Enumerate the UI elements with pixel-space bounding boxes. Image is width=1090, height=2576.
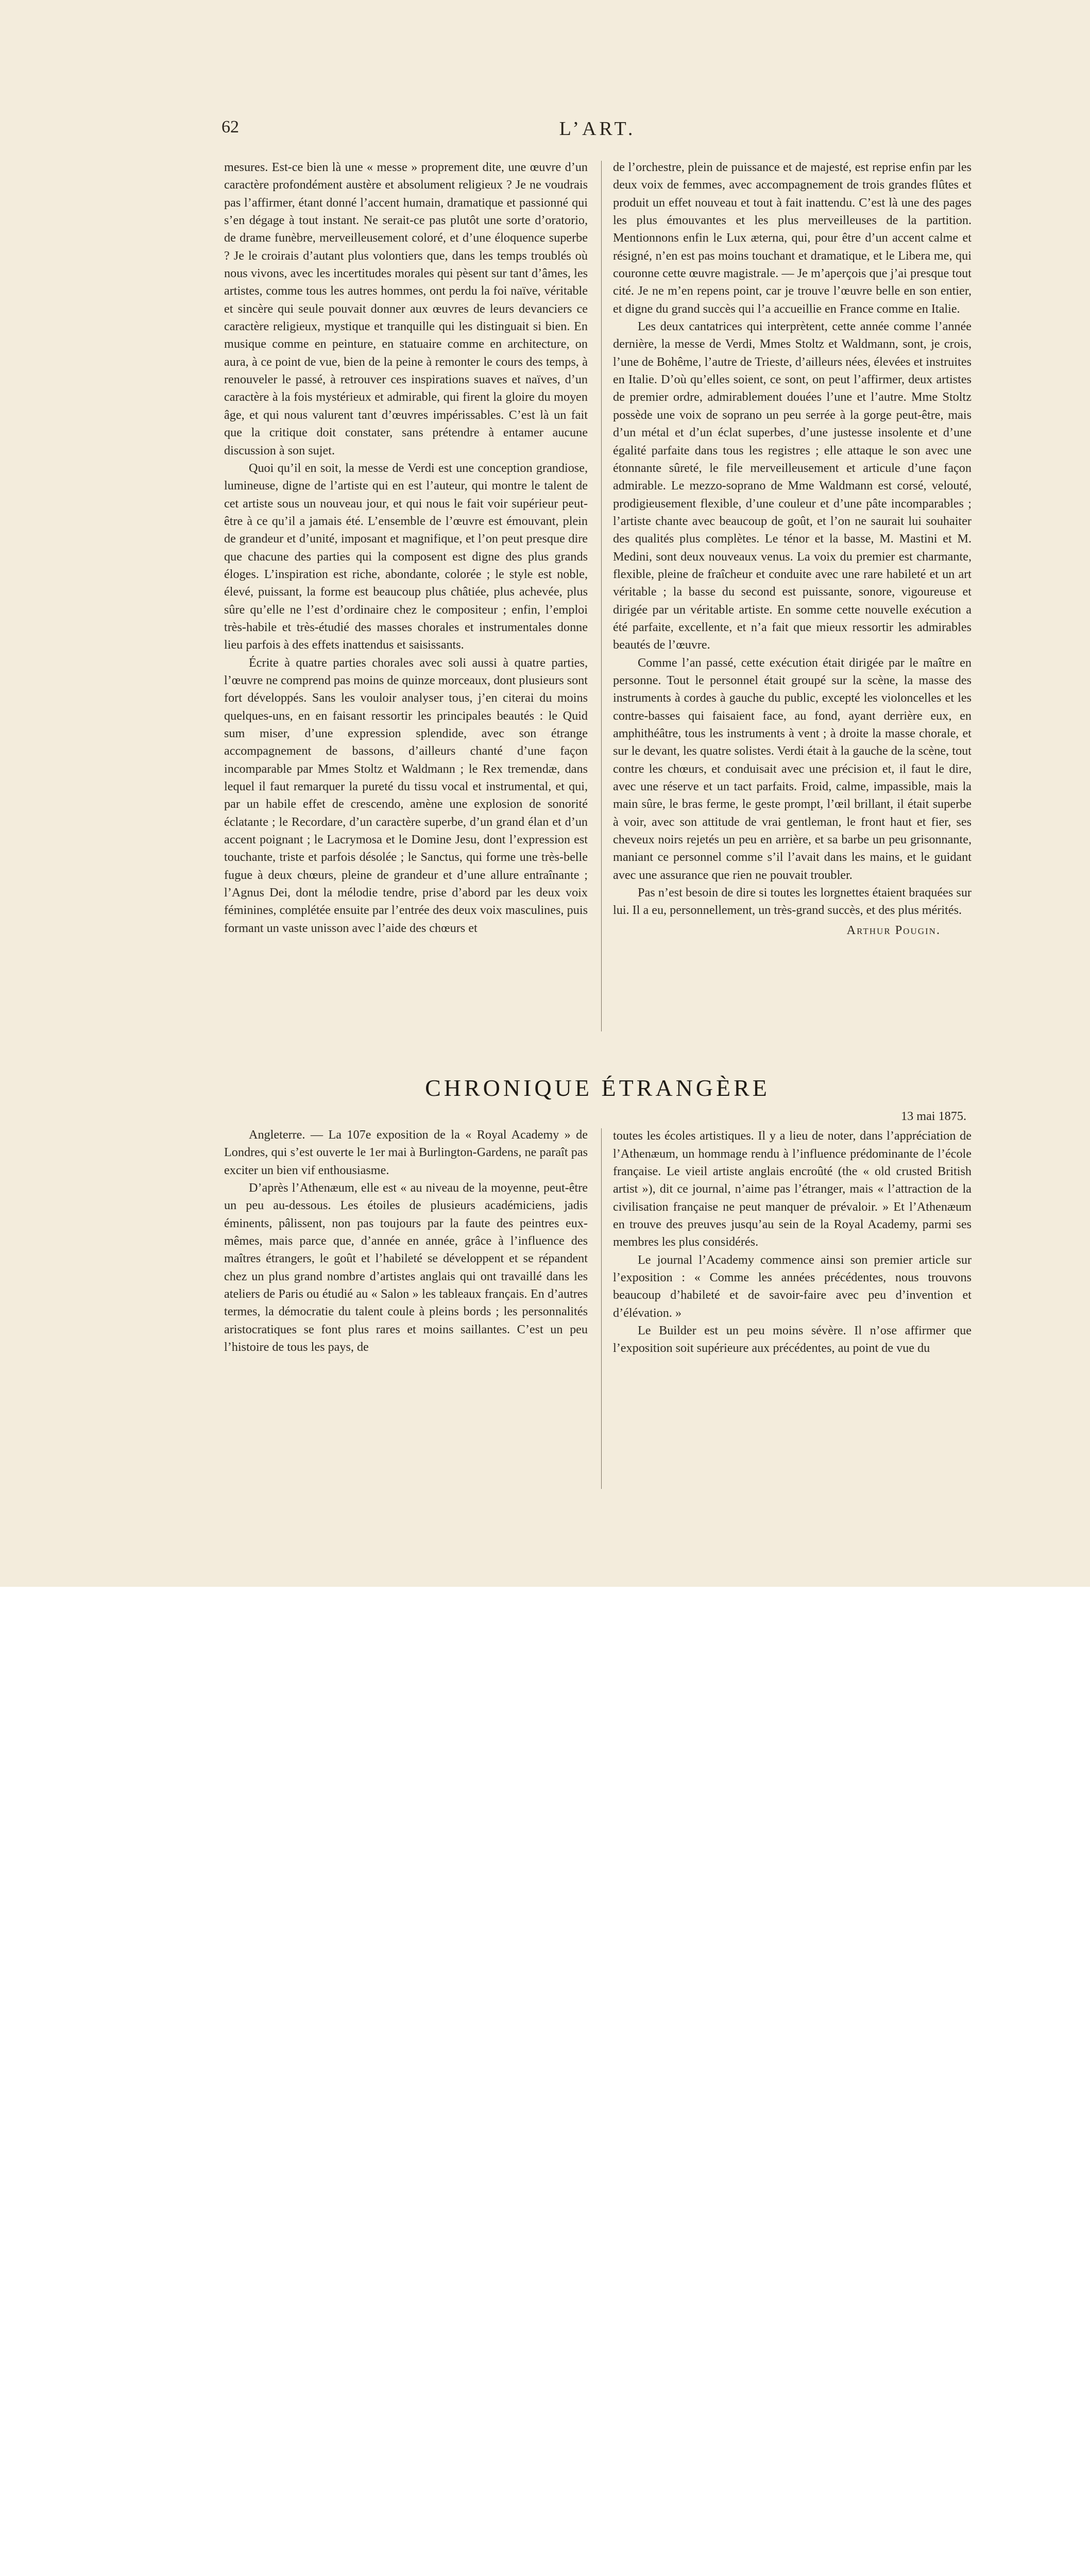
column-divider (601, 1128, 602, 1489)
paragraph: Comme l’an passé, cette exécution était dirigée par le maître en personne. Tout le personnel était groupé sur la scène, la masse des instruments à cordes à gauche du public, excepté les violoncelles et les contre-basses qui faisaient face, au fond, ayant derrière eux, en amphithéâtre, tous les instruments à vent ; à droite la masse chorale, et sur le devant, les quatre solistes. Verdi était à la gauche de la scène, tout contre les chœurs, et conduisait avec une précision et, il faut le dire, avec une réserve et un tact parfaits. Froid, calme, impassible, mais la main sûre, le bras ferme, le geste prompt, l’œil brillant, il était superbe à voir, avec son attitude de vrai gentleman, le front haut et fier, ses cheveux noirs rejetés un peu en arrière, et sa barbe un peu grisonnante, maniant ce personnel comme s’il l’avait dans les mains, et le guidant avec une assurance que rien ne pouvait troubler. (613, 655, 972, 882)
paragraph: Le journal l’Academy commence ainsi son premier article sur l’exposition : « Comme les années précédentes, nous trouvons beaucoup d’habileté et de savoir-faire avec peu d’invention et d’élévation. » (613, 1252, 972, 1320)
text-column-right (613, 159, 972, 939)
column-divider (601, 161, 602, 1031)
running-header (222, 117, 974, 143)
paragraph: Angleterre. — La 107e exposition de la « Royal Academy » de Londres, qui s’est ouverte le 1er mai à Burlington-Gardens, ne paraît pas exciter un bien vif enthousiasme. (224, 1128, 588, 1177)
paragraph: Quoi qu’il en soit, la messe de Verdi est une conception grandiose, lumineuse, digne de l’artiste qui en est l’auteur, qui montre le talent de cet artiste sous un nouveau jour, et qui nous le fait voir supérieur peut-être à ce qu’il a jamais été. L’ensemble de l’œuvre est émouvant, plein de grandeur et d’unité, imposant et magnifique, et l’on peut presque dire que chacune des parties qui la composent est digne des plus grands éloges. L’inspiration est riche, abondante, colorée ; le style est noble, élevé, puissant, la forme est beaucoup plus châtiée, plus achevée, plus sûre qu’elle ne l’est d’ordinaire chez le compositeur ; enfin, l’emploi très-habile et très-étudié des masses chorales et instrumentales donne lieu parfois à des effets inattendus et saisissants. (224, 461, 588, 652)
running-title: L’ART. (559, 118, 636, 140)
paragraph: toutes les écoles artistiques. Il y a lieu de noter, dans l’appréciation de l’Athenæum, un hommage rendu à l’influence prédominante de l’école française. Le vieil artiste anglais encroûté (the « old crusted British artist »), dit ce journal, n’aime pas l’étranger, mais « l’attraction de la civilisation française ne peut manquer de prévaloir. » Et l’Athenæum en trouve des preuves jusqu’au sein de la Royal Academy, parmi ses membres les plus considérés. (613, 1129, 972, 1249)
text-column-left-lower (224, 1126, 588, 1356)
paragraph: de l’orchestre, plein de puissance et de majesté, est reprise enfin par les deux voix de femmes, avec accompagnement de trois grandes flûtes et produit un effet nouveau et tout à fait inattendu. C’est là une des pages les plus émouvantes et les plus merveilleuses de la partition. Mentionnons enfin le Lux æterna, qui, pour être d’un accent calme et résigné, n’en est pas moins touchant et dramatique, et le Libera me, qui couronne cette œuvre magistrale. — Je m’aperçois que j’ai presque tout cité. Je ne m’en repens point, car je trouve l’œuvre belle en son entier, et digne du grand succès qui l’a accueillie en France comme en Italie. (613, 160, 972, 316)
paragraph: Les deux cantatrices qui interprètent, cette année comme l’année dernière, la messe de Verdi, Mmes Stoltz et Waldmann, sont, je crois, l’une de Bohême, l’autre de Trieste, d’ailleurs nées, élevées et instruites en Italie. D’où qu’elles soient, ce sont, on peut l’affirmer, deux artistes de premier ordre, admirablement douées l’une et l’autre. Mme Stoltz possède une voix de soprano un peu serrée à la gorge peut-être, mais d’un métal et d’un éclat superbes, d’une justesse insolente et d’une égalité parfaite dans tous les registres ; elle attaque le son avec une étonnante sûreté, le file merveilleusement et articule d’une façon admirable. Le mezzo-soprano de Mme Waldmann est corsé, velouté, prodigieusement flexible, d’une couleur et d’une pâte incomparables ; l’artiste chante avec beaucoup de goût, et l’on ne saurait lui souhaiter des qualités plus complètes. Le ténor et la basse, M. Mastini et M. Medini, sont deux nouveaux venus. La voix du premier est charmante, flexible, pleine de fraîcheur et conduite avec une rare habileté et un art véritable ; la basse du second est puissante, sonore, vigoureuse et dirigée par un véritable artiste. En somme cette nouvelle exécution a été parfaite, excellente, et n’a fait que mieux ressortir les admirables beautés de l’œuvre. (613, 319, 972, 652)
author-signature: Arthur Pougin. (846, 923, 941, 937)
page-number: 62 (222, 117, 239, 137)
date-line: 13 mai 1875. (901, 1109, 966, 1123)
paragraph: Pas n’est besoin de dire si toutes les lorgnettes étaient braquées sur lui. Il a eu, personnellement, un très-grand succès, et des plus mérités. (613, 886, 972, 918)
paragraph: D’après l’Athenæum, elle est « au niveau de la moyenne, peut-être un peu au-dessous. Les étoiles de plusieurs académiciens, jadis éminents, pâlissent, non pas toujours par la faute des peintres eux-mêmes, mais parce que, d’année en année, grâce à l’influence des maîtres étrangers, le goût et l’habileté se développent et se répandent chez un plus grand nombre d’artistes anglais qui ont travaillé dans les ateliers de Paris ou étudié au « Salon » les tableaux français. En d’autres termes, la démocratie du talent coule à pleins bords ; les personnalités aristocratiques se font plus rares et moins saillantes. C’est un peu l’histoire de tous les pays, de (224, 1181, 588, 1354)
paragraph: mesures. Est-ce bien là une « messe » proprement dite, une œuvre d’un caractère profondément austère et absolument religieux ? Je ne voudrais pas l’affirmer, étant donné l’accent humain, dramatique et passionné qui s’en dégage à tout instant. Ne serait-ce pas plutôt une sorte d’oratorio, de drame funèbre, merveilleusement coloré, et d’une éloquence superbe ? Je le croirais d’autant plus volontiers que, dans les temps troublés où nous vivons, avec les incertitudes morales qui pèsent sur tant d’âmes, les artistes, comme tous les autres hommes, ont perdu la foi naïve, véritable et sincère qui seule pouvait donner aux œuvres de leurs devanciers ce caractère religieux, mystique et tranquille qui les distinguait si bien. En musique comme en peinture, en statuaire comme en architecture, on aura, à ce point de vue, bien de la peine à remonter le cours des temps, à renouveler le passé, à retrouver ces inspirations suaves et naïves, d’un caractère à la fois mystérieux et admirable, qui firent la gloire du moyen âge, et qui nous valurent tant d’œuvres impérissables. C’est là un fait que la critique doit constater, sans prétendre à entamer aucune discussion à son sujet. (224, 160, 588, 457)
text-column-left (224, 159, 588, 937)
paragraph: Écrite à quatre parties chorales avec soli aussi à quatre parties, l’œuvre ne comprend pas moins de quinze morceaux, dont plusieurs sont fort développés. Sans les vouloir analyser tous, j’en citerai du moins quelques-uns, en en faisant ressortir les principales beautés : le Quid sum miser, d’une expression splendide, avec son étrange accompagnement de bassons, d’ailleurs chanté d’une façon incomparable par Mmes Stoltz et Waldmann ; le Rex tremendæ, dans lequel il faut remarquer la pureté du tissu vocal et instrumental, et qui, par un habile effet de crescendo, amène une explosion de sonorité éclatante ; le Recordare, d’un caractère superbe, d’un grand élan et d’un accent poignant ; le Lacrymosa et le Domine Jesu, dont l’expression est touchante, triste et parfois désolée ; le Sanctus, qui forme une très-belle fugue à deux chœurs, pleine de grandeur et d’une allure entraînante ; l’Agnus Dei, dont la mélodie tendre, prise d’abord par les deux voix féminines, complétée ensuite par l’entrée des deux voix masculines, puis formant un vaste unisson avec l’aide des chœurs et (224, 655, 588, 935)
text-column-right-lower (613, 1108, 972, 1358)
viewer-footer (0, 1587, 1090, 1728)
section-title: CHRONIQUE ÉTRANGÈRE (425, 1075, 770, 1101)
paragraph: Le Builder est un peu moins sévère. Il n’ose affirmer que l’exposition soit supérieure aux précédentes, au point de vue du (613, 1324, 972, 1355)
